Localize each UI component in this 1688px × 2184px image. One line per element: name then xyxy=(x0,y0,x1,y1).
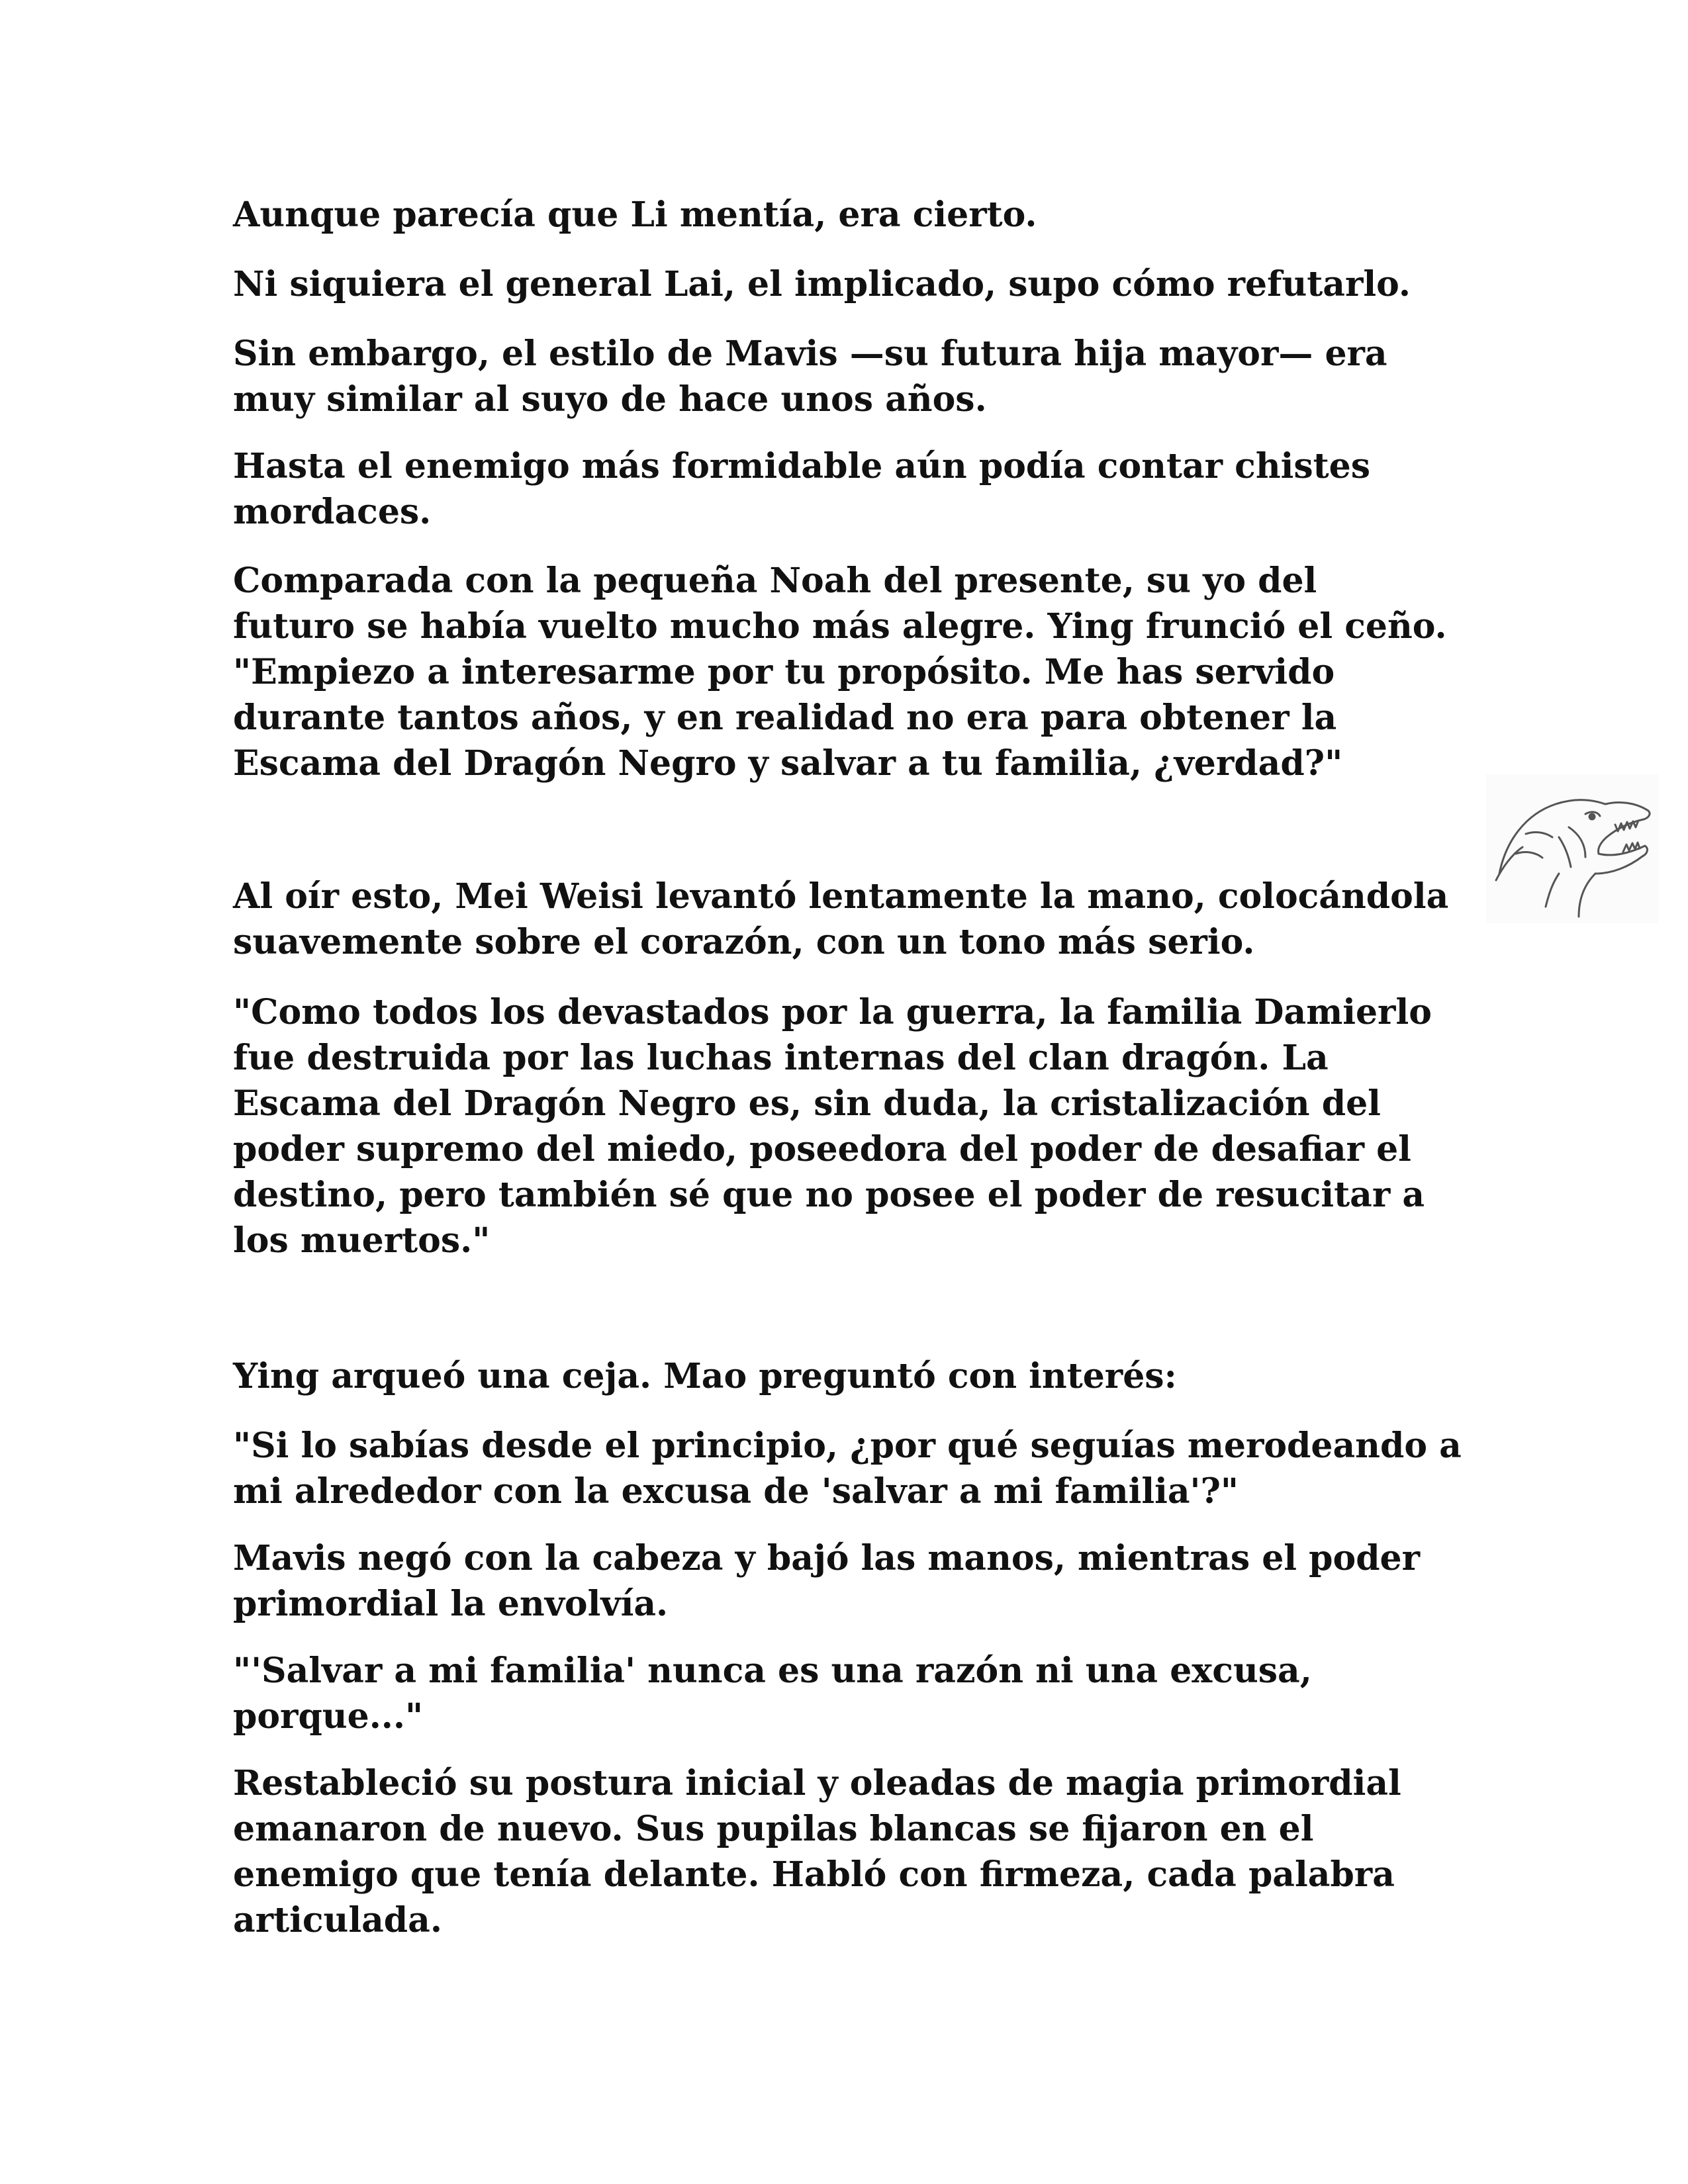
text-line: mi alrededor con la excusa de 'salvar a mi familia'?" xyxy=(233,1471,1239,1512)
dinosaur-head-icon xyxy=(1486,774,1658,923)
text-line: durante tantos años, y en realidad no era para obtener la xyxy=(233,698,1337,738)
text-line: porque..." xyxy=(233,1696,424,1737)
text-line: primordial la envolvía. xyxy=(233,1584,669,1624)
paragraph-10 xyxy=(233,1535,1477,1627)
text-line: enemigo que tenía delante. Habló con firmeza, cada palabra xyxy=(233,1854,1395,1895)
text-line: suavemente sobre el corazón, con un tono más serio. xyxy=(233,922,1255,962)
paragraph-11 xyxy=(233,1648,1477,1739)
text-line: los muertos." xyxy=(233,1220,491,1261)
paragraph-1 xyxy=(233,192,1477,238)
text-line: Restableció su postura inicial y oleadas de magia primordial xyxy=(233,1763,1401,1803)
text-line: Ying arqueó una ceja. Mao preguntó con interés: xyxy=(233,1356,1177,1396)
text-line: "'Salvar a mi familia' nunca es una razón ni una excusa, xyxy=(233,1651,1312,1691)
text-line: "Empiezo a interesarme por tu propósito. Me has servido xyxy=(233,652,1335,692)
text-line: Aunque parecía que Li mentía, era cierto. xyxy=(233,195,1037,235)
text-line: "Si lo sabías desde el principio, ¿por qué seguías merodeando a xyxy=(233,1426,1462,1466)
text-line: Ni siquiera el general Lai, el implicado, supo cómo refutarlo. xyxy=(233,264,1411,304)
text-line: Escama del Dragón Negro y salvar a tu familia, ¿verdad?" xyxy=(233,743,1343,784)
text-line: Mavis negó con la cabeza y bajó las manos, mientras el poder xyxy=(233,1538,1421,1578)
text-line: Sin embargo, el estilo de Mavis —su futura hija mayor— era xyxy=(233,334,1387,374)
text-line: Al oír esto, Mei Weisi levantó lentamente la mano, colocándola xyxy=(233,876,1449,917)
paragraph-6 xyxy=(233,874,1477,965)
text-line: destino, pero también sé que no posee el poder de resucitar a xyxy=(233,1175,1425,1215)
text-line: fue destruida por las luchas internas del clan dragón. La xyxy=(233,1038,1329,1078)
paragraph-12 xyxy=(233,1760,1477,1943)
text-line: "Como todos los devastados por la guerra, la familia Damierlo xyxy=(233,992,1432,1032)
paragraph-4 xyxy=(233,443,1477,535)
text-line: muy similar al suyo de hace unos años. xyxy=(233,379,987,420)
text-line: emanaron de nuevo. Sus pupilas blancas se fijaron en el xyxy=(233,1809,1314,1849)
text-line: Comparada con la pequeña Noah del presente, su yo del xyxy=(233,561,1317,601)
paragraph-5 xyxy=(233,558,1477,786)
paragraph-9 xyxy=(233,1423,1477,1514)
text-line: Escama del Dragón Negro es, sin duda, la cristalización del xyxy=(233,1083,1381,1124)
text-line: mordaces. xyxy=(233,492,432,532)
paragraph-2 xyxy=(233,261,1477,307)
text-line: Hasta el enemigo más formidable aún podía contar chistes xyxy=(233,446,1371,486)
text-line: articulada. xyxy=(233,1900,442,1940)
paragraph-7 xyxy=(233,989,1477,1263)
paragraph-3 xyxy=(233,331,1477,422)
text-line: futuro se había vuelto mucho más alegre. Ying frunció el ceño. xyxy=(233,606,1447,647)
paragraph-8 xyxy=(233,1353,1477,1399)
text-line: poder supremo del miedo, poseedora del poder de desafiar el xyxy=(233,1129,1411,1169)
